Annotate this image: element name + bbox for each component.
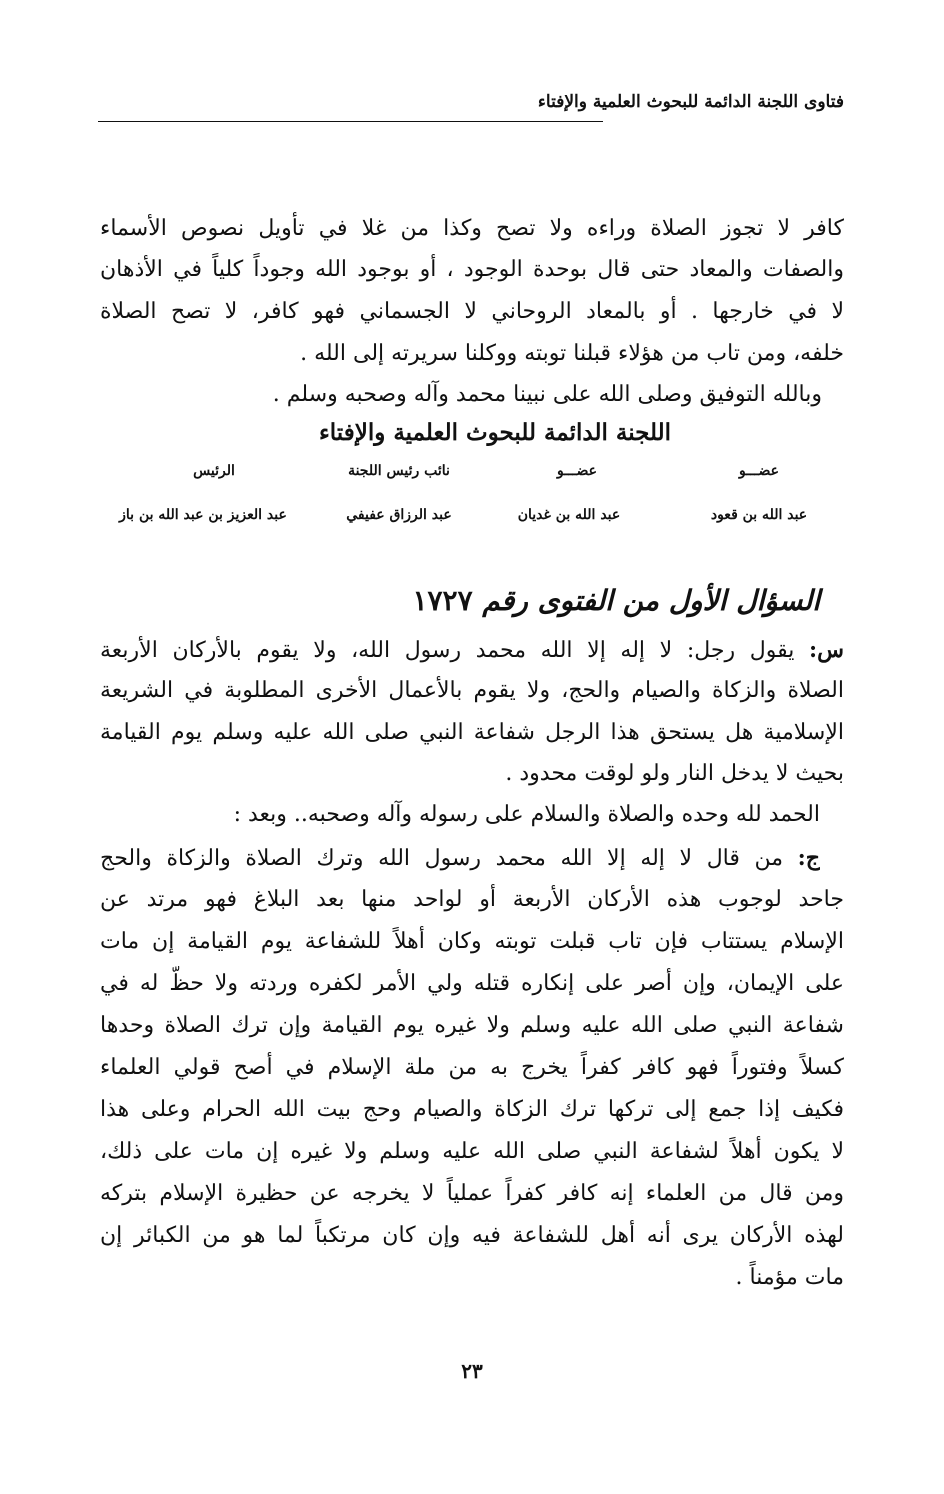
fatwa-heading: [412, 584, 820, 617]
question-marker: س:: [809, 637, 844, 663]
member-title: الرئيس: [193, 463, 235, 479]
member-name: عبد العزيز بن عبد الله بن باز: [119, 507, 287, 523]
header-rule: [98, 121, 603, 122]
question-line: [100, 632, 844, 668]
continuation-line: خلفه، ومن تاب من هؤلاء قبلنا توبته ووكلنا سريرته إلى الله .: [300, 341, 844, 366]
continuation-line: لا في خارجها . أو بالمعاد الروحاني لا الجسماني فهو كافر، لا تصح الصلاة: [100, 299, 844, 324]
answer-line: [100, 840, 820, 876]
answer-line: على الإيمان، وإن أصر على إنكاره قتله ولي الأمر لكفره وردته ولا حظّ له في: [100, 971, 844, 996]
fatwa-heading-text: السؤال الأول من الفتوى رقم: [482, 584, 820, 617]
running-header: فتاوى اللجنة الدائمة للبحوث العلمية والإفتاء: [537, 92, 844, 112]
answer-line: لا يكون أهلاً لشفاعة النبي صلى الله عليه وسلم ولا غيره إن مات على ذلك،: [100, 1139, 844, 1164]
answer-line: شفاعة النبي صلى الله عليه وسلم ولا غيره يوم القيامة وإن ترك الصلاة وحدها: [100, 1013, 844, 1038]
member-name: عبد الرزاق عفيفي: [346, 507, 452, 523]
member-title: نائب رئيس اللجنة: [348, 463, 450, 479]
answer-line: فكيف إذا جمع إلى تركها ترك الزكاة والصيام وحج بيت الله الحرام وعلى هذا: [100, 1097, 844, 1122]
question-line: الصلاة والزكاة والصيام والحج، ولا يقوم بالأعمال الأخرى المطلوبة في الشريعة: [100, 678, 844, 703]
member-name: عبد الله بن غديان: [517, 507, 621, 523]
member-title: عضـــو: [738, 463, 780, 479]
continuation-line: والصفات والمعاد حتى قال بوحدة الوجود ، أو بوجود الله وجوداً كلياً في الأذهان: [100, 257, 844, 282]
answer-line: جاحد لوجوب هذه الأركان الأربعة أو لواحد منها بعد البلاغ فهو مرتد عن: [100, 887, 844, 912]
member-name: عبد الله بن قعود: [710, 507, 808, 523]
committee-name: اللجنة الدائمة للبحوث العلمية والإفتاء: [318, 419, 671, 446]
question-line: بحيث لا يدخل النار ولو لوقت محدود .: [505, 761, 844, 786]
answer-line: لهذه الأركان يرى أنه أهل للشفاعة فيه وإن كان مرتكباً لما هو من الكبائر إن: [100, 1223, 844, 1248]
answer-line: مات مؤمناً .: [735, 1265, 844, 1290]
answer-marker: ج:: [797, 845, 820, 871]
question-line: الإسلامية هل يستحق هذا الرجل شفاعة النبي صلى الله عليه وسلم يوم القيامة: [100, 720, 844, 745]
preface-line: الحمد لله وحده والصلاة والسلام على رسوله وآله وصحبه.. وبعد :: [233, 802, 820, 827]
answer-line: الإسلام يستتاب فإن تاب قبلت توبته وكان أهلاً للشفاعة يوم القيامة إن مات: [100, 929, 844, 954]
closing-line: وبالله التوفيق وصلى الله على نبينا محمد وآله وصحبه وسلم .: [272, 382, 822, 407]
page-number: ٢٣: [461, 1359, 483, 1383]
answer-text: من قال لا إله إلا الله محمد رسول الله وترك الصلاة والزكاة والحج: [100, 846, 784, 871]
member-title: عضـــو: [556, 463, 598, 479]
fatwa-number: ١٧٢٧: [412, 584, 473, 617]
continuation-line: كافر لا تجوز الصلاة وراءه ولا تصح وكذا من غلا في تأويل نصوص الأسماء: [100, 216, 844, 241]
question-text: يقول رجل: لا إله إلا الله محمد رسول الله، ولا يقوم بالأركان الأربعة: [100, 638, 795, 663]
answer-line: كسلاً وفتوراً فهو كافر كفراً يخرج به من ملة الإسلام في أصح قولي العلماء: [100, 1055, 844, 1080]
answer-line: ومن قال من العلماء إنه كافر كفراً عملياً لا يخرجه عن حظيرة الإسلام بتركه: [100, 1181, 844, 1206]
